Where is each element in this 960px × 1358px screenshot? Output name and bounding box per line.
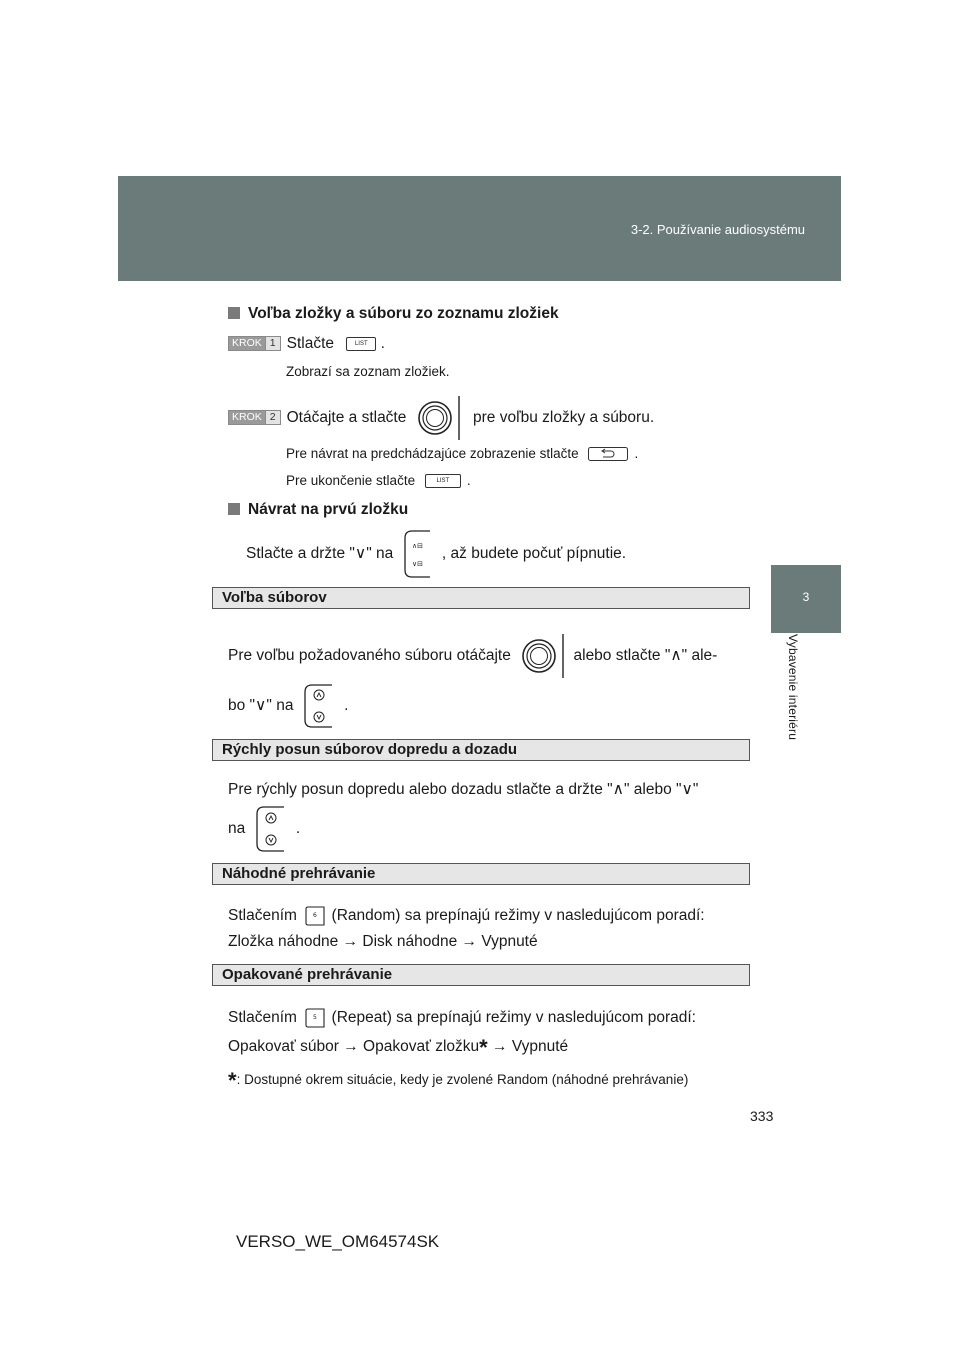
step1-note: Zobrazí sa zoznam zložiek. [286, 364, 450, 379]
repeat-line1 [228, 1008, 696, 1028]
chapter-label [786, 634, 816, 774]
svg-text:5: 5 [313, 1014, 318, 1021]
footnote-marker: * [479, 1035, 488, 1060]
heading-text: Voľba zložky a súboru zo zoznamu zložiek [248, 305, 559, 322]
step2-note2 [286, 473, 471, 488]
note-text: Pre návrat na predchádzajúce zobrazenie stlačte [286, 446, 579, 461]
seek-up-down-button-icon [302, 684, 336, 728]
bar-random [212, 863, 750, 885]
step-badge [228, 336, 281, 351]
step-word: KROK [229, 411, 265, 424]
square-bullet-icon [228, 503, 240, 515]
footnote-text: : Dostupné okrem situácie, kedy je zvolené Random (náhodné prehrávanie) [236, 1072, 689, 1087]
step-word: KROK [229, 337, 265, 350]
body-text: Opakovať súbor → Opakovať zložku [228, 1038, 480, 1055]
file-select-line1 [228, 634, 717, 678]
step2-line [228, 396, 654, 440]
heading-folder-list [228, 305, 559, 323]
bar-title: Rýchly posun súborov dopredu a dozadu [222, 741, 518, 758]
body-text-end: , až budete počuť pípnutie. [441, 545, 627, 563]
chapter-label-text: Vybavenie interiéru [786, 634, 800, 741]
page-number: 333 [750, 1108, 774, 1124]
footnote [228, 1068, 688, 1094]
file-select-line2 [228, 684, 348, 728]
body-text-end: (Random) sa prepínajú režimy v nasledujúcom poradí: [331, 907, 705, 925]
body-text: Stlačením [228, 1009, 297, 1027]
body-text: Stlačením [228, 907, 297, 925]
body-text-end: (Repeat) sa prepínajú režimy v nasledujúcom poradí: [331, 1009, 696, 1027]
bar-title: Opakované prehrávanie [222, 966, 393, 983]
chapter-number: 3 [802, 590, 810, 604]
note-text-end: . [466, 473, 471, 488]
repeat-button-icon [303, 1008, 325, 1028]
step-number: 1 [265, 337, 280, 350]
first-folder-line [246, 530, 626, 578]
step-number: 2 [265, 411, 280, 424]
fast-seek-line2 [228, 806, 300, 852]
seek-up-down-button-icon [254, 806, 288, 852]
fast-seek-line1: Pre rýchly posun dopredu alebo dozadu stlačte a držte "∧" alebo "∨" [228, 781, 699, 798]
body-text-end: alebo stlačte "∧" ale- [573, 647, 718, 665]
body-text: Pre voľbu požadovaného súboru otáčajte [228, 647, 511, 665]
tune-knob-icon [415, 396, 465, 440]
note-text: Pre ukončenie stlačte [286, 473, 416, 488]
heading-text: Návrat na prvú zložku [248, 501, 409, 518]
svg-text:∨⊟: ∨⊟ [411, 560, 423, 568]
bar-file-select [212, 587, 750, 609]
body-text-end: → Vypnuté [492, 1038, 569, 1055]
body-text: Stlačte a držte "∨" na [246, 545, 394, 563]
tune-knob-icon [517, 634, 567, 678]
bar-repeat [212, 964, 750, 986]
step-text: Otáčajte a stlačte [286, 409, 407, 427]
step1-line [228, 335, 385, 353]
header-band [118, 176, 841, 281]
random-line1 [228, 906, 705, 926]
note-text-end: . [634, 446, 639, 461]
svg-text:6: 6 [313, 912, 318, 919]
back-button-icon [588, 447, 628, 461]
step-text: Stlačte [286, 335, 334, 352]
list-button-icon: LIST [425, 474, 461, 488]
step-badge [228, 410, 281, 425]
random-button-icon [303, 906, 325, 926]
section-title: 3-2. Používanie audiosystému [630, 222, 805, 237]
step2-note1 [286, 446, 638, 461]
footnote-marker: * [228, 1068, 237, 1093]
bar-title: Náhodné prehrávanie [222, 865, 376, 882]
body-text: na [228, 820, 246, 838]
body-text: bo "∨" na [228, 697, 294, 715]
bar-fast-seek [212, 739, 750, 761]
square-bullet-icon [228, 307, 240, 319]
svg-text:∧⊟: ∧⊟ [411, 542, 423, 550]
bar-title: Voľba súborov [222, 589, 327, 606]
list-button-icon: LIST [346, 337, 376, 351]
body-text-end: . [295, 820, 301, 838]
body-text-end: . [344, 697, 349, 715]
step-text-end: pre voľbu zložky a súboru. [473, 409, 655, 427]
chapter-tab [771, 565, 841, 633]
heading-first-folder [228, 501, 408, 519]
document-code: VERSO_WE_OM64574SK [236, 1232, 440, 1251]
random-line2: Zložka náhodne → Disk náhodne → Vypnuté [228, 933, 538, 950]
step-text-end: . [380, 335, 385, 352]
repeat-line2 [228, 1035, 568, 1061]
folder-up-down-button-icon [402, 530, 434, 578]
